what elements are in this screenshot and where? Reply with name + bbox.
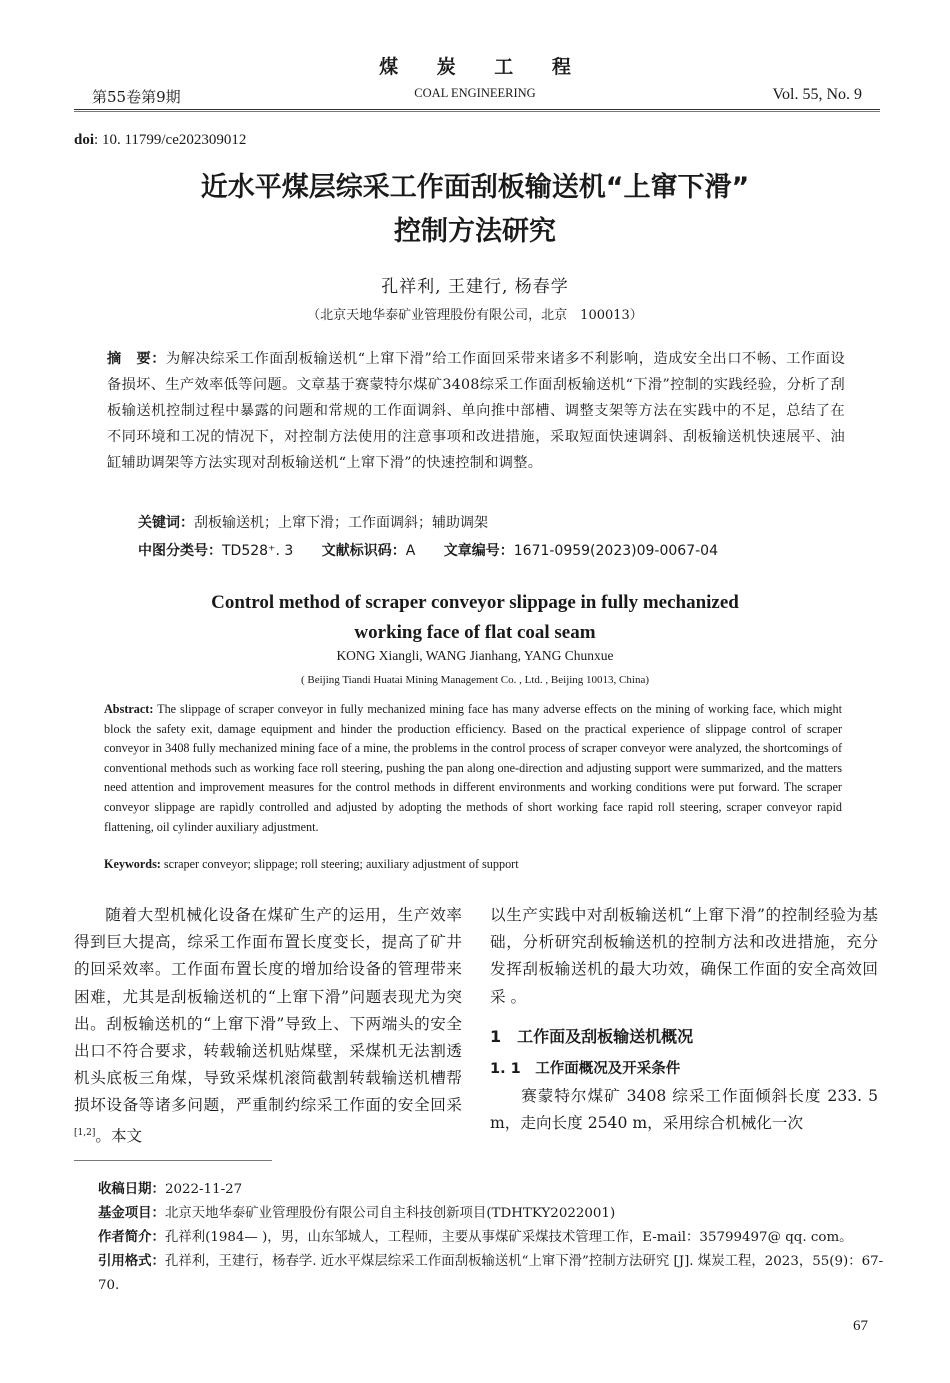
footnote-citation: 引用格式：孔祥利，王建行，杨春学. 近水平煤层综采工作面刮板输送机“上窜下滑”控制方法研究 [J]. 煤炭工程，2023，55(9)：67-70. xyxy=(98,1254,884,1293)
keywords-cn-label: 关键词： xyxy=(138,515,194,531)
body-paragraph: 以生产实践中对刮板输送机“上窜下滑”的控制经验为基础，分析研究刮板输送机的控制方法和改进措施，充分发挥刮板输送机的最大功效，确保工作面的安全高效回采 。 xyxy=(490,906,878,1006)
article-no-label: 文章编号： xyxy=(443,543,514,559)
abstract-en-label: Abstract: xyxy=(104,702,154,716)
subsection-heading: 1. 1 工作面概况及开采条件 xyxy=(490,1061,681,1078)
paper-title xyxy=(60,166,890,254)
authors-en: KONG Xiangli, WANG Jianhang, YANG Chunxue xyxy=(336,648,614,663)
header-rule xyxy=(74,109,880,110)
keywords-en xyxy=(104,857,519,872)
clc-value: TD528⁺. 3 xyxy=(222,543,294,559)
affiliation: （北京天地华泰矿业管理股份有限公司，北京 100013） xyxy=(307,308,643,323)
section-heading: 1 工作面及刮板输送机概况 xyxy=(490,1026,694,1046)
header-rule-thin xyxy=(74,111,880,112)
issue-en: Vol. 55, No. 9 xyxy=(772,86,862,103)
abstract-cn xyxy=(107,346,845,476)
footnote-author: 作者简介：孔祥利(1984— )，男，山东邹城人，工程师，主要从事煤矿采煤技术管理工作，E-mail：35799497@ qq. com。 xyxy=(98,1230,853,1245)
title-en-line-2: working face of flat coal seam xyxy=(354,622,596,643)
keywords-cn-text: 刮板输送机；上窜下滑；工作面调斜；辅助调架 xyxy=(194,515,488,531)
body-paragraph: 随着大型机械化设备在煤矿生产的运用，生产效率得到巨大提高，综采工作面布置长度变长，提高了矿井的回采效率。工作面布置长度的增加给设备的管理带来困难，尤其是刮板输送机的“上窜下滑”问题表现尤为突出。刮板输送机的“上窜下滑”导致上、下两端头的安全出口不符合要求，转载输送机贴煤壁，采煤机无法割透机头底板三角煤，导致采煤机滚筒截割转载输送机槽帮损坏设备等诸多问题，严重制约综采工作面的安全回采[1,2]。本文 xyxy=(74,906,462,1145)
paper-title-en xyxy=(0,588,950,648)
abstract-en-text: The slippage of scraper conveyor in fully mechanized mining face has many adverse effects on the mining of working face, which might block the safety exit, damage equipment and hinder the production efficiency. Based on the practical experience of slippage control of scraper conveyor in 3408 fully mechanized mining face of a mine, the problems in the control process of scraper conveyor were analyzed, the shortcomings of conventional methods such as working face roll steering, pushing the pan along one-direction and adjusting support were summarized, and the matters need attention and improvement measures for the control methods in different environments and working conditions were put forward. The scraper conveyor slippage are rapidly controlled and adjusted by adopting the methods of short working face rapid roll steering, scraper conveyor rapid flattening, oil cylinder auxiliary adjustment. xyxy=(104,702,842,834)
abstract-cn-label: 摘 要： xyxy=(107,351,166,367)
title-line-1: 近水平煤层综采工作面刮板输送机“上窜下滑” xyxy=(200,172,750,203)
classification-line xyxy=(138,540,742,560)
affiliation-en: ( Beijing Tiandi Huatai Mining Management Co. , Ltd. , Beijing 10013, China) xyxy=(300,674,649,686)
keywords-cn xyxy=(138,512,488,532)
journal-title-cn: 煤 炭 工 程 xyxy=(379,56,587,78)
issue-cn: 第55卷第9期 xyxy=(92,88,181,106)
body-column-right xyxy=(490,902,878,1138)
authors: 孔祥利, 王建行, 杨春学 xyxy=(381,277,569,297)
citation[interactable]: [1,2] xyxy=(74,1127,96,1138)
doi-label: doi xyxy=(74,132,95,148)
doi-line: doi: 10. 11799/ce202309012 xyxy=(74,132,247,148)
body-column-left xyxy=(74,902,462,1150)
page-number: 67 xyxy=(853,1318,868,1334)
journal-title-en: COAL ENGINEERING xyxy=(414,86,536,100)
doc-code-value: A xyxy=(405,543,416,559)
keywords-en-label: Keywords: xyxy=(104,857,161,871)
article-no-value: 1671-0959(2023)09-0067-04 xyxy=(513,543,718,559)
doc-code-label: 文献标识码： xyxy=(321,543,406,559)
abstract-en xyxy=(104,700,842,837)
clc-label: 中图分类号： xyxy=(138,543,222,559)
title-en-line-1: Control method of scraper conveyor slippage in fully mechanized xyxy=(211,592,739,613)
body-paragraph: 赛蒙特尔煤矿 3408 综采工作面倾斜长度 233. 5 m，走向长度 2540 m，采用综合机械化一次 xyxy=(490,1087,878,1133)
keywords-en-text: scraper conveyor; slippage; roll steering; auxiliary adjustment of support xyxy=(160,857,519,871)
footnote-fund: 基金项目：北京天地华泰矿业管理股份有限公司自主科技创新项目(TDHTKY2022001) xyxy=(98,1206,616,1221)
footnote-received: 收稿日期：2022-11-27 xyxy=(98,1182,243,1197)
title-line-2: 控制方法研究 xyxy=(394,216,556,247)
abstract-cn-text: 为解决综采工作面刮板输送机“上窜下滑”给工作面回采带来诸多不利影响，造成安全出口不畅、工作面设备损坏、生产效率低等问题。文章基于赛蒙特尔煤矿3408综采工作面刮板输送机“下滑”控制的实践经验，分析了刮板输送机控制过程中暴露的问题和常规的工作面调斜、单向推中部槽、调整支架等方法在实践中的不足，总结了在不同环境和工况的情况下，对控制方法使用的注意事项和改进措施，采取短面快速调斜、刮板输送机快速展平、油缸辅助调架等方法实现对刮板输送机“上窜下滑”的快速控制和调整。 xyxy=(107,351,846,471)
footnote-rule xyxy=(74,1160,272,1161)
doi-value[interactable]: 10. 11799/ce202309012 xyxy=(101,132,247,148)
